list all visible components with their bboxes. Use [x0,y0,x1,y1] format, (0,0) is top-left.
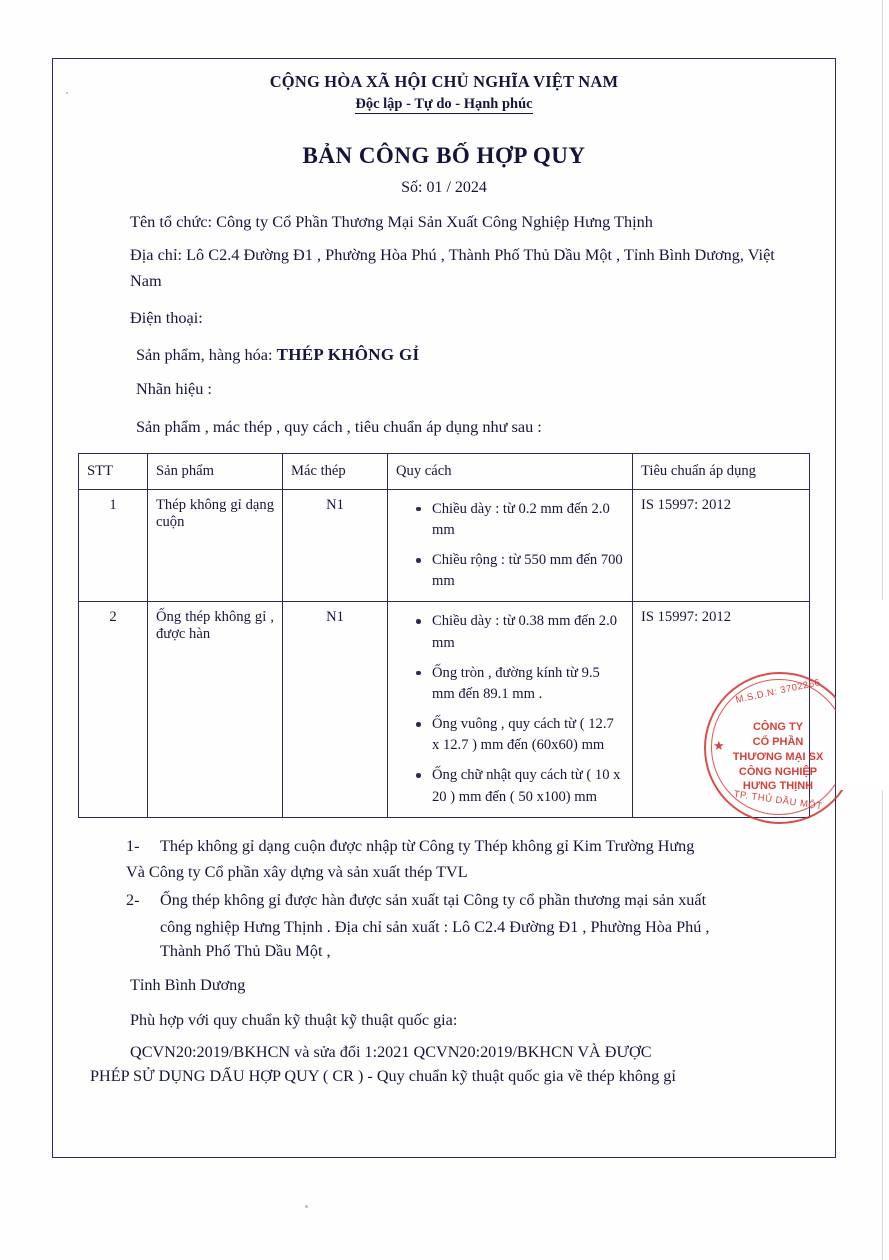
page-right-margin-mask [836,600,889,790]
org-name-row [78,209,810,234]
scan-speck [305,1205,308,1208]
org-address-label: Địa chỉ: [130,245,187,265]
note-item [78,888,810,912]
table-row [79,489,810,602]
closing-section [78,973,810,1088]
note-text: Thép không gỉ dạng cuộn được nhập từ Công ty Thép không gỉ Kim Trường Hưng [160,836,695,855]
note-continuation: Thành Phố Thủ Dầu Một , [160,941,331,960]
page-title: BẢN CÔNG BỐ HỢP QUY [302,143,586,168]
org-address-value: Lô C2.4 Đường Đ1 , Phường Hòa Phú , Thành Phố Thủ Dầu Một , Tỉnh Bình Dương, Việt Nam [130,245,775,290]
standards-line-1: QCVN20:2019/BKHCN và sửa đổi 1:2021 QCVN20:2019/BKHCN VÀ ĐƯỢC [130,1042,652,1061]
seal-star-icon: ★ [713,738,725,753]
table-intro: Sản phẩm , mác thép , quy cách , tiêu chuẩn áp dụng như sau : [136,416,542,436]
cell-product: Thép không gỉ dạng cuộn [148,489,283,602]
motto-heading [78,96,810,113]
motto-text: Độc lập - Tự do - Hạnh phúc [355,96,533,112]
cell-grade: N1 [283,602,388,817]
specification-table [78,453,810,818]
spec-item: Ống vuông , quy cách từ ( 12.7 x 12.7 ) mm đến (60x60) mm [416,714,624,756]
product-row [78,342,810,368]
brand-row [78,376,810,401]
seal-registration-number: M.S.D.N: 3702266 [734,677,822,706]
seal-line-2: CỔ PHẦN [752,735,804,748]
note-text: Ống thép không gỉ được hàn được sản xuất tại Công ty cổ phần thương mại sản xuất [160,891,707,910]
seal-line-3: THƯƠNG MẠI SX [732,750,824,763]
cell-standard: IS 15997: 2012 [633,489,810,602]
note-continuation: công nghiệp Hưng Thịnh . Địa chỉ sản xuất : Lô C2.4 Đường Đ1 , Phường Hòa Phú , [160,917,710,936]
seal-line-4: CÔNG NGHIỆP [738,765,818,778]
cell-specs [388,602,633,817]
spec-item: Ống chữ nhật quy cách từ ( 10 x 20 ) mm đến ( 50 x100) mm [416,765,624,807]
standards-line-2: PHÉP SỬ DỤNG DẤU HỢP QUY ( CR ) - Quy chuẩn kỹ thuật quốc gia về thép không gỉ [90,1067,676,1086]
spec-item: Chiều rộng : từ 550 mm đến 700 mm [416,550,624,592]
table-header-row [79,453,810,489]
cell-stt: 2 [79,602,148,817]
table-row [79,602,810,817]
cell-standard: IS 15997: 2012 [633,602,810,817]
spec-list [396,499,624,593]
document-number: Số: 01 / 2024 [401,179,487,196]
spec-item: Ống tròn , đường kính từ 9.5 mm đến 89.1 mm . [416,663,624,705]
cell-specs [388,489,633,602]
seal-line-1: CÔNG TY [752,721,804,733]
spec-list [396,611,624,807]
note-item [78,834,810,858]
province-line: Tỉnh Bình Dương [130,976,246,995]
org-phone-row [78,305,810,330]
org-name-label: Tên tổ chức: [130,212,217,231]
brand-label: Nhãn hiệu : [136,379,212,399]
cell-stt: 1 [79,489,148,602]
spec-item: Chiều dày : từ 0.2 mm đến 2.0 mm [416,499,624,541]
column-header-standard: Tiêu chuẩn áp dụng [633,453,810,489]
note-continuation: Và Công ty Cổ phần xây dựng và sản xuất thép TVL [126,863,468,882]
note-number: 2- [126,891,140,910]
column-header-product: Sản phẩm [148,453,283,489]
org-phone-label: Điện thoại: [130,307,203,327]
column-header-stt: STT [79,453,148,489]
cell-product: Ống thép không gỉ , được hàn [148,602,283,817]
spec-item: Chiều dày : từ 0.38 mm đến 2.0 mm [416,611,624,653]
column-header-grade: Mác thép [283,453,388,489]
column-header-specs: Quy cách [388,453,633,489]
notes-section [78,834,810,963]
seal-line-5: HƯNG THỊNH [742,780,814,793]
cell-grade: N1 [283,489,388,602]
org-address-row [78,242,810,293]
org-name-value: Công ty Cổ Phần Thương Mại Sản Xuất Công Nghiệp Hưng Thịnh [216,212,653,231]
conformity-intro: Phù hợp với quy chuẩn kỹ thuật kỹ thuật quốc gia: [130,1010,458,1029]
product-label: Sản phẩm, hàng hóa: [136,345,277,364]
document-content [52,58,836,1088]
nation-heading: CỘNG HÒA XÃ HỘI CHỦ NGHĨA VIỆT NAM [269,72,619,91]
seal-location: TP. THỦ DẦU MỘT [732,788,824,813]
product-value: THÉP KHÔNG GỈ [276,345,420,364]
note-number: 1- [126,836,140,855]
